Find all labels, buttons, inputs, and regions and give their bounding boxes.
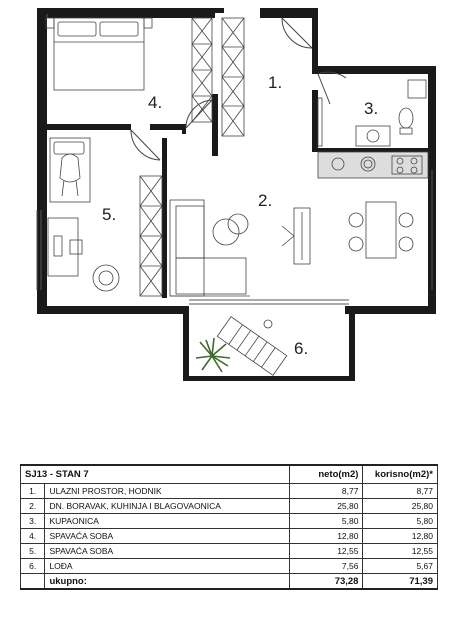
tv-unit — [282, 208, 310, 264]
room-name: LOĐA — [45, 559, 290, 574]
room-name: SPAVAĆA SOBA — [45, 529, 290, 544]
room-label-4: 4. — [148, 93, 163, 112]
walls — [37, 8, 436, 381]
total-korisno: 71,39 — [363, 574, 438, 590]
korisno-value: 5,80 — [363, 514, 438, 529]
kitchen-counter — [318, 152, 428, 178]
neto-value: 25,80 — [290, 499, 363, 514]
area-table — [20, 464, 438, 590]
table-total-row — [21, 574, 438, 590]
room-label-2: 2. — [258, 191, 273, 210]
row-number: 3. — [21, 514, 45, 529]
col-header-neto: neto(m2) — [290, 465, 363, 484]
dining-table — [349, 202, 413, 258]
table-row — [21, 484, 438, 499]
row-number: 1. — [21, 484, 45, 499]
table-row — [21, 559, 438, 574]
room-label-3: 3. — [364, 99, 379, 118]
table-title: SJ13 - STAN 7 — [21, 465, 290, 484]
korisno-value: 8,77 — [363, 484, 438, 499]
neto-value: 5,80 — [290, 514, 363, 529]
room-label-6: 6. — [294, 339, 309, 358]
double-bed — [46, 18, 152, 90]
total-spacer — [21, 574, 45, 590]
korisno-value: 12,55 — [363, 544, 438, 559]
room-label-5: 5. — [102, 205, 117, 224]
table-row — [21, 499, 438, 514]
room-name: ULAZNI PROSTOR, HODNIK — [45, 484, 290, 499]
row-number: 6. — [21, 559, 45, 574]
wardrobes — [140, 18, 244, 296]
row-number: 4. — [21, 529, 45, 544]
table-header-row — [21, 465, 438, 484]
neto-value: 8,77 — [290, 484, 363, 499]
plant-icon — [196, 338, 230, 372]
desk — [48, 218, 82, 276]
korisno-value: 5,67 — [363, 559, 438, 574]
korisno-value: 25,80 — [363, 499, 438, 514]
armchair — [93, 265, 119, 291]
total-neto: 73,28 — [290, 574, 363, 590]
sun-lounger — [217, 317, 286, 376]
table-row — [21, 514, 438, 529]
row-number: 2. — [21, 499, 45, 514]
room-name: KUPAONICA — [45, 514, 290, 529]
room-name: SPAVAĆA SOBA — [45, 544, 290, 559]
col-header-korisno: korisno(m2)* — [363, 465, 438, 484]
neto-value: 12,80 — [290, 529, 363, 544]
room-label-1: 1. — [268, 73, 283, 92]
table-row — [21, 544, 438, 559]
neto-value: 7,56 — [290, 559, 363, 574]
area-table-container — [20, 464, 438, 590]
korisno-value: 12,80 — [363, 529, 438, 544]
table-row — [21, 529, 438, 544]
single-bed — [50, 138, 90, 202]
neto-value: 12,55 — [290, 544, 363, 559]
total-label: ukupno: — [45, 574, 290, 590]
room-name: DN. BORAVAK, KUHINJA I BLAGOVAONICA — [45, 499, 290, 514]
coffee-tables — [213, 214, 248, 245]
row-number: 5. — [21, 544, 45, 559]
